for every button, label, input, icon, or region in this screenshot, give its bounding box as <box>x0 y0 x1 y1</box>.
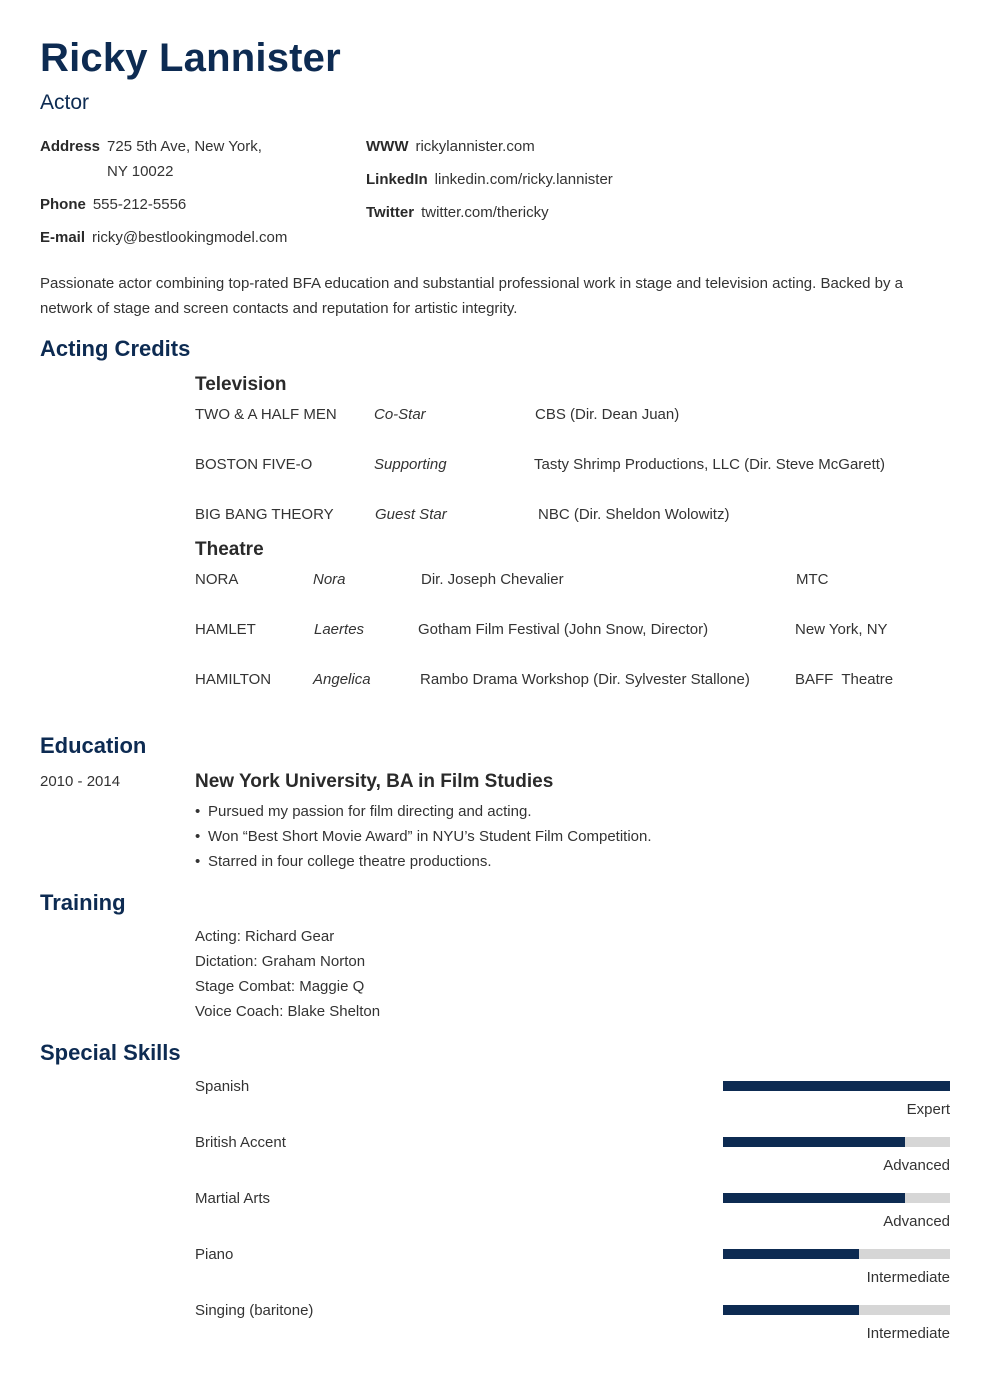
tv-company: NBC (Dir. Sheldon Wolowitz) <box>538 506 730 523</box>
tv-title: BIG BANG THEORY <box>195 506 334 523</box>
list-item: • Won “Best Short Movie Award” in NYU’s Student Film Competition. <box>195 828 652 845</box>
skill-level: Intermediate <box>866 1269 950 1286</box>
phone-label: Phone <box>40 196 86 213</box>
www-link[interactable]: rickylannister.com <box>415 138 535 155</box>
list-item: • Pursued my passion for film directing and acting. <box>195 803 532 820</box>
theatre-title: HAMLET <box>195 621 256 638</box>
tv-role: Co-Star <box>374 406 426 423</box>
contact-phone <box>40 192 186 217</box>
theatre-heading: Theatre <box>195 539 264 560</box>
contact-address <box>40 134 262 159</box>
tv-title: BOSTON FIVE-O <box>195 456 313 473</box>
tv-company: CBS (Dir. Dean Juan) <box>535 406 680 423</box>
skill-bar <box>723 1081 950 1091</box>
contact-linkedin <box>366 167 613 192</box>
skill-name: Piano <box>195 1246 234 1263</box>
skill-bar-fill <box>723 1305 859 1315</box>
theatre-title: HAMILTON <box>195 671 272 688</box>
skill-bar <box>723 1305 950 1315</box>
theatre-company: Rambo Drama Workshop (Dir. Sylvester Stallone) <box>420 671 750 688</box>
skill-name: Singing (baritone) <box>195 1302 314 1319</box>
twitter-link[interactable]: twitter.com/thericky <box>421 204 549 221</box>
email-value[interactable]: ricky@bestlookingmodel.com <box>92 229 288 246</box>
education-dates: 2010 - 2014 <box>40 773 121 790</box>
skill-name: Martial Arts <box>195 1190 271 1207</box>
skill-bar <box>723 1249 950 1259</box>
education-bullets <box>195 799 652 874</box>
skill-level: Advanced <box>883 1213 950 1230</box>
television-heading: Television <box>195 374 287 395</box>
theatre-company: Gotham Film Festival (John Snow, Director) <box>418 621 709 638</box>
acting-credits-heading: Acting Credits <box>40 336 191 361</box>
list-item: Dictation: Graham Norton <box>195 953 366 970</box>
list-item: Stage Combat: Maggie Q <box>195 978 365 995</box>
education-heading: Education <box>40 733 147 758</box>
linkedin-link[interactable]: linkedin.com/ricky.lannister <box>434 171 613 188</box>
theatre-company: Dir. Joseph Chevalier <box>421 571 564 588</box>
contact-twitter <box>366 200 549 225</box>
contact-www <box>366 134 535 159</box>
tv-role: Guest Star <box>375 506 447 523</box>
tv-title: TWO & A HALF MEN <box>195 406 337 423</box>
theatre-role: Angelica <box>313 671 371 688</box>
skill-bar-fill <box>723 1137 905 1147</box>
skill-bar-fill <box>723 1193 905 1203</box>
list-item: Voice Coach: Blake Shelton <box>195 1003 381 1020</box>
list-item: • Starred in four college theatre productions. <box>195 853 492 870</box>
skill-level: Advanced <box>883 1157 950 1174</box>
address-line2: NY 10022 <box>107 163 174 180</box>
skill-level: Expert <box>906 1101 950 1118</box>
theatre-venue: BAFF Theatre <box>795 671 894 688</box>
contact-email <box>40 225 287 250</box>
skill-name: Spanish <box>195 1078 250 1095</box>
theatre-title: NORA <box>195 571 239 588</box>
tv-role: Supporting <box>374 456 447 473</box>
training-heading: Training <box>40 890 126 915</box>
skill-level: Intermediate <box>866 1325 950 1342</box>
email-label: E-mail <box>40 229 86 246</box>
phone-value: 555-212-5556 <box>92 196 187 213</box>
skill-name: British Accent <box>195 1134 286 1151</box>
www-label: WWW <box>366 138 409 155</box>
education-degree: New York University, BA in Film Studies <box>195 771 554 792</box>
candidate-title: Actor <box>40 91 90 114</box>
theatre-role: Laertes <box>314 621 365 638</box>
list-item: Acting: Richard Gear <box>195 928 335 945</box>
theatre-venue: MTC <box>796 571 829 588</box>
theatre-role: Nora <box>313 571 346 588</box>
skill-bar-fill <box>723 1249 859 1259</box>
tv-company: Tasty Shrimp Productions, LLC (Dir. Steve McGarett) <box>534 456 885 473</box>
skill-bar <box>723 1137 950 1147</box>
theatre-venue: New York, NY <box>795 621 888 638</box>
summary-paragraph: Passionate actor combining top-rated BFA education and substantial professional work in stage and television acting. Backed by a network of stage and screen contacts and reputation for artistic integrity. <box>40 275 904 317</box>
training-list <box>195 924 380 1024</box>
skill-bar <box>723 1193 950 1203</box>
skill-bar-fill <box>723 1081 950 1091</box>
linkedin-label: LinkedIn <box>366 171 428 188</box>
special-skills-heading: Special Skills <box>40 1040 181 1065</box>
twitter-label: Twitter <box>366 204 415 221</box>
address-label: Address <box>40 138 101 155</box>
candidate-name: Ricky Lannister <box>40 36 341 80</box>
address-line1: 725 5th Ave, New York, <box>107 138 262 155</box>
